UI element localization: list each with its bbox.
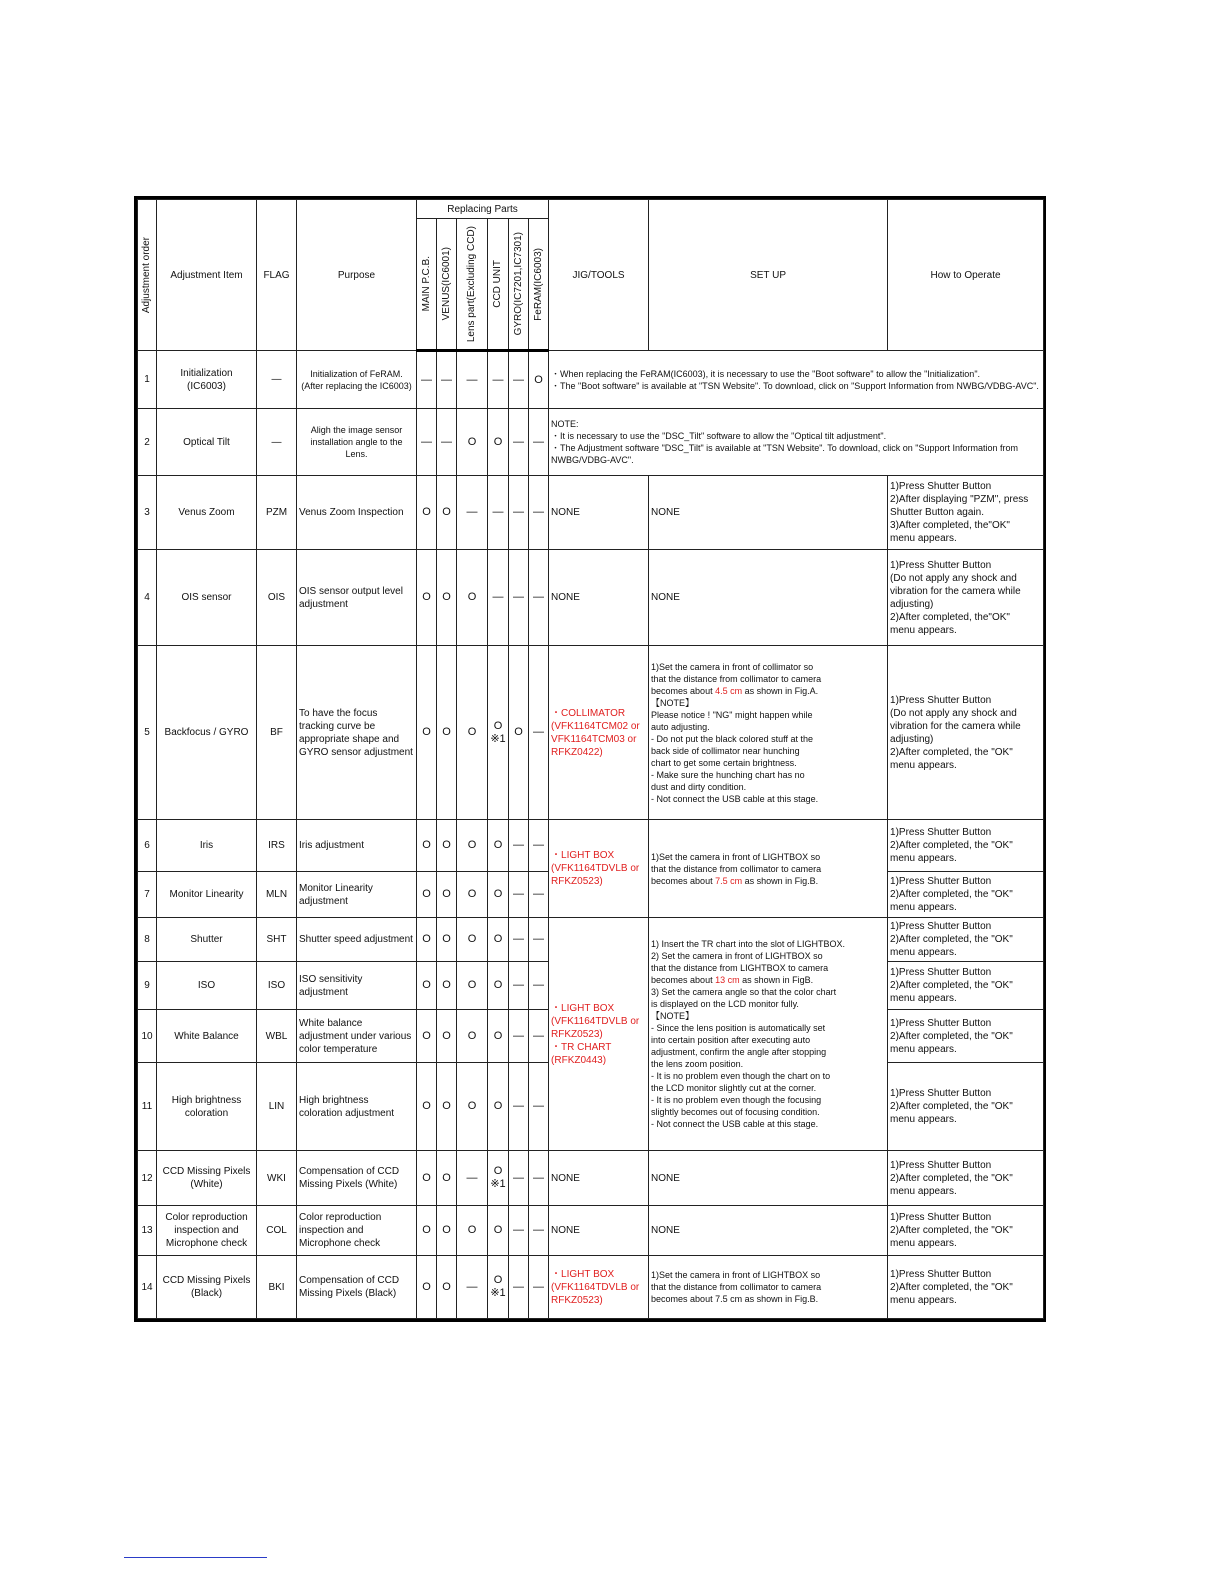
row-setup: NONE	[649, 476, 888, 550]
row-item: White Balance	[157, 1010, 257, 1063]
mark-feram: —	[529, 1206, 549, 1256]
mark-feram: —	[529, 1256, 549, 1319]
mark-feram: —	[529, 962, 549, 1010]
row-flag: WBL	[257, 1010, 297, 1063]
row-item: Shutter	[157, 918, 257, 962]
row-number: 13	[138, 1206, 157, 1256]
setup-distance: 13 cm	[715, 975, 740, 985]
row-item: Backfocus / GYRO	[157, 646, 257, 820]
mark-main-pcb: O	[417, 820, 437, 872]
mark-feram: —	[529, 1063, 549, 1151]
row-flag: LIN	[257, 1063, 297, 1151]
mark-venus: O	[437, 646, 457, 820]
table-row	[138, 1256, 1044, 1319]
mark-main-pcb: —	[417, 351, 437, 409]
mark-gyro: —	[509, 1010, 529, 1063]
mark-feram: —	[529, 476, 549, 550]
mark-lens: O	[457, 962, 488, 1010]
setup-text: 1) Insert the TR chart into the slot of LIGHTBOX. 2) Set the camera in front of LIGHTBOX so that the distance from LIGHTBOX to camera becomes about	[651, 939, 845, 985]
mark-gyro: —	[509, 1256, 529, 1319]
row-jig: ・LIGHT BOX (VFK1164TDVLB or RFKZ0523)	[549, 1256, 649, 1319]
mark-venus: O	[437, 1256, 457, 1319]
row-operate: 1)Press Shutter Button 2)After completed, the "OK" menu appears.	[888, 1151, 1044, 1206]
mark-main-pcb: O	[417, 646, 437, 820]
mark-gyro: —	[509, 476, 529, 550]
row-number: 7	[138, 872, 157, 918]
mark-venus: O	[437, 1151, 457, 1206]
mark-feram: —	[529, 409, 549, 476]
row-purpose: Color reproduction inspection and Microphone check	[297, 1206, 417, 1256]
row-operate: 1)Press Shutter Button 2)After completed, the "OK" menu appears.	[888, 962, 1044, 1010]
row-jig: NONE	[549, 1206, 649, 1256]
mark-lens: —	[457, 1256, 488, 1319]
row-purpose: Iris adjustment	[297, 820, 417, 872]
row-number: 9	[138, 962, 157, 1010]
row-item: Iris	[157, 820, 257, 872]
mark-lens: O	[457, 550, 488, 646]
mark-main-pcb: O	[417, 962, 437, 1010]
row-number: 6	[138, 820, 157, 872]
table-row	[138, 918, 1044, 962]
row-number: 5	[138, 646, 157, 820]
mark-feram: —	[529, 646, 549, 820]
row-operate: 1)Press Shutter Button 2)After completed, the "OK" menu appears.	[888, 918, 1044, 962]
mark-lens: O	[457, 1206, 488, 1256]
row-purpose: Aligh the image sensor installation angle to the Lens.	[297, 409, 417, 476]
row-number: 4	[138, 550, 157, 646]
mark-ccd: O ※1	[488, 1151, 509, 1206]
row-flag: ISO	[257, 962, 297, 1010]
setup-distance: 7.5 cm	[715, 875, 743, 886]
mark-gyro: —	[509, 1063, 529, 1151]
header-replacing-parts: Replacing Parts	[417, 200, 549, 219]
mark-ccd: O	[488, 962, 509, 1010]
mark-venus: O	[437, 872, 457, 918]
mark-feram: —	[529, 1010, 549, 1063]
mark-venus: O	[437, 962, 457, 1010]
row-note: NOTE: ・It is necessary to use the "DSC_Tilt" software to allow the "Optical tilt adjustment". ・The Adjustment software "DSC_Tilt" is available at "TSN Website". To download, click on "Support Information from NWBG/VDBG-AVC".	[549, 409, 1044, 476]
row-operate: 1)Press Shutter Button 2)After completed, the "OK" menu appears.	[888, 820, 1044, 872]
mark-lens: O	[457, 1063, 488, 1151]
row-purpose: White balance adjustment under various color temperature	[297, 1010, 417, 1063]
mark-lens: O	[457, 872, 488, 918]
header-flag: FLAG	[257, 200, 297, 351]
header-part-ccd-unit: CCD UNIT	[488, 219, 509, 351]
row-setup: NONE	[649, 550, 888, 646]
mark-lens: O	[457, 409, 488, 476]
mark-main-pcb: O	[417, 1063, 437, 1151]
mark-gyro: O	[509, 646, 529, 820]
mark-venus: —	[437, 351, 457, 409]
mark-gyro: —	[509, 550, 529, 646]
mark-feram: —	[529, 1151, 549, 1206]
mark-main-pcb: —	[417, 409, 437, 476]
mark-main-pcb: O	[417, 872, 437, 918]
mark-lens: O	[457, 820, 488, 872]
row-purpose: Compensation of CCD Missing Pixels (Black)	[297, 1256, 417, 1319]
row-purpose: Shutter speed adjustment	[297, 918, 417, 962]
row-purpose: Monitor Linearity adjustment	[297, 872, 417, 918]
row-purpose: Venus Zoom Inspection	[297, 476, 417, 550]
row-flag: BF	[257, 646, 297, 820]
group-lightbox-jig: ・LIGHT BOX (VFK1164TDVLB or RFKZ0523)	[549, 820, 649, 918]
mark-lens: O	[457, 918, 488, 962]
mark-feram: —	[529, 550, 549, 646]
mark-ccd: O ※1	[488, 646, 509, 820]
mark-gyro: —	[509, 351, 529, 409]
mark-venus: O	[437, 476, 457, 550]
table-row	[138, 409, 1044, 476]
row-flag: WKI	[257, 1151, 297, 1206]
row-operate: 1)Press Shutter Button 2)After displaying "PZM", press Shutter Button again. 3)After completed, the"OK" menu appears.	[888, 476, 1044, 550]
mark-main-pcb: O	[417, 1010, 437, 1063]
row-jig: NONE	[549, 550, 649, 646]
header-adjustment-order: Adjustment order	[138, 200, 157, 351]
row-item: Venus Zoom	[157, 476, 257, 550]
row-item: OIS sensor	[157, 550, 257, 646]
row-purpose: To have the focus tracking curve be appropriate shape and GYRO sensor adjustment	[297, 646, 417, 820]
header-jig-tools: JIG/TOOLS	[549, 200, 649, 351]
row-item: High brightness coloration	[157, 1063, 257, 1151]
row-number: 2	[138, 409, 157, 476]
setup-distance: 4.5 cm	[715, 685, 743, 696]
mark-venus: O	[437, 820, 457, 872]
row-jig: ・COLLIMATOR (VFK1164TCM02 or VFK1164TCM03 or RFKZ0422)	[549, 646, 649, 820]
mark-ccd: —	[488, 550, 509, 646]
mark-feram: —	[529, 820, 549, 872]
setup-text: 1)Set the camera in front of LIGHTBOX so that the distance from collimator to camera becomes about	[651, 851, 822, 886]
mark-gyro: —	[509, 820, 529, 872]
mark-venus: O	[437, 550, 457, 646]
mark-gyro: —	[509, 1151, 529, 1206]
mark-main-pcb: O	[417, 1206, 437, 1256]
row-number: 11	[138, 1063, 157, 1151]
row-flag: —	[257, 409, 297, 476]
group-lightbox-setup	[649, 820, 888, 918]
mark-ccd: O	[488, 1206, 509, 1256]
mark-lens: —	[457, 476, 488, 550]
row-flag: COL	[257, 1206, 297, 1256]
header-part-gyro: GYRO(IC7201,IC7301)	[509, 219, 529, 351]
mark-main-pcb: O	[417, 1256, 437, 1319]
row-item: CCD Missing Pixels (White)	[157, 1151, 257, 1206]
mark-ccd: O	[488, 872, 509, 918]
row-flag: OIS	[257, 550, 297, 646]
mark-main-pcb: O	[417, 918, 437, 962]
mark-venus: O	[437, 918, 457, 962]
mark-venus: —	[437, 409, 457, 476]
row-jig: NONE	[549, 476, 649, 550]
row-number: 12	[138, 1151, 157, 1206]
mark-gyro: —	[509, 409, 529, 476]
table-row	[138, 1151, 1044, 1206]
row-item: Optical Tilt	[157, 409, 257, 476]
row-operate: 1)Press Shutter Button 2)After completed, the "OK" menu appears.	[888, 1206, 1044, 1256]
row-operate: 1)Press Shutter Button 2)After completed, the "OK" menu appears.	[888, 1256, 1044, 1319]
mark-ccd: O	[488, 1063, 509, 1151]
row-setup: NONE	[649, 1206, 888, 1256]
table-row	[138, 550, 1044, 646]
header-adjustment-item: Adjustment Item	[157, 200, 257, 351]
mark-main-pcb: O	[417, 550, 437, 646]
row-item: CCD Missing Pixels (Black)	[157, 1256, 257, 1319]
mark-ccd: —	[488, 476, 509, 550]
mark-lens: O	[457, 646, 488, 820]
row-flag: BKI	[257, 1256, 297, 1319]
row-flag: SHT	[257, 918, 297, 962]
row-item: Color reproduction inspection and Microphone check	[157, 1206, 257, 1256]
mark-gyro: —	[509, 872, 529, 918]
mark-feram: —	[529, 918, 549, 962]
header-how-to-operate: How to Operate	[888, 200, 1044, 351]
row-flag: IRS	[257, 820, 297, 872]
row-jig: NONE	[549, 1151, 649, 1206]
group-trchart-setup	[649, 918, 888, 1151]
row-operate: 1)Press Shutter Button 2)After completed, the "OK" menu appears.	[888, 872, 1044, 918]
row-item: Initialization (IC6003)	[157, 351, 257, 409]
row-flag: —	[257, 351, 297, 409]
mark-main-pcb: O	[417, 1151, 437, 1206]
mark-ccd: O	[488, 409, 509, 476]
mark-venus: O	[437, 1010, 457, 1063]
row-setup: NONE	[649, 1151, 888, 1206]
row-purpose: High brightness coloration adjustment	[297, 1063, 417, 1151]
row-flag: MLN	[257, 872, 297, 918]
setup-text: as shown in Fig.A. 【NOTE】 Please notice ! "NG" might happen while auto adjusting. - Do not put the black colored stuff at the back side of collimator near hunching chart to get some certain brightness. - Make sure the hunching chart has no dust and dirty condition. - Not connect the USB cable at this stage.	[651, 685, 819, 804]
adjustment-table	[134, 196, 1046, 1322]
mark-lens: —	[457, 1151, 488, 1206]
mark-ccd: O	[488, 918, 509, 962]
row-number: 10	[138, 1010, 157, 1063]
header-purpose: Purpose	[297, 200, 417, 351]
row-number: 14	[138, 1256, 157, 1319]
row-operate: 1)Press Shutter Button 2)After completed, the "OK" menu appears.	[888, 1063, 1044, 1151]
header-part-main-pcb: MAIN P.C.B.	[417, 219, 437, 351]
row-setup: 1)Set the camera in front of LIGHTBOX so that the distance from collimator to camera becomes about 7.5 cm as shown in Fig.B.	[649, 1256, 888, 1319]
row-flag: PZM	[257, 476, 297, 550]
mark-gyro: —	[509, 918, 529, 962]
group-trchart-jig: ・LIGHT BOX (VFK1164TDVLB or RFKZ0523) ・TR CHART (RFKZ0443)	[549, 918, 649, 1151]
header-setup: SET UP	[649, 200, 888, 351]
setup-text: as shown in Fig.B.	[742, 875, 819, 886]
table-row	[138, 646, 1044, 820]
row-note: ・When replacing the FeRAM(IC6003), it is necessary to use the "Boot software" to allow the "Initialization". ・The "Boot software" is available at "TSN Website". To download, click on "Support Information from NWBG/VDBG-AVC".	[549, 351, 1044, 409]
mark-ccd: O	[488, 820, 509, 872]
mark-ccd: O ※1	[488, 1256, 509, 1319]
mark-lens: —	[457, 351, 488, 409]
table-row	[138, 351, 1044, 409]
mark-lens: O	[457, 1010, 488, 1063]
header-part-feram: FeRAM(IC6003)	[529, 219, 549, 351]
mark-gyro: —	[509, 962, 529, 1010]
mark-gyro: —	[509, 1206, 529, 1256]
mark-venus: O	[437, 1063, 457, 1151]
row-operate: 1)Press Shutter Button 2)After completed, the "OK" menu appears.	[888, 1010, 1044, 1063]
mark-ccd: O	[488, 1010, 509, 1063]
setup-text: 1)Set the camera in front of collimator so that the distance from collimator to camera becomes about	[651, 661, 822, 696]
mark-main-pcb: O	[417, 476, 437, 550]
row-setup	[649, 646, 888, 820]
setup-text: as shown in FigB. 3) Set the camera angle so that the color chart is displayed on the LCD monitor fully. 【NOTE】 - Since the lens position is automatically set into certain position after executing auto adjustment, confirm the angle after stopping the lens zoom position. - It is no problem even though the chart on to the LCD monitor slightly cut at the corner. - It is no problem even though the focusing slightly becomes out of focusing condition. - Not connect the USB cable at this stage.	[651, 975, 837, 1129]
row-item: ISO	[157, 962, 257, 1010]
mark-venus: O	[437, 1206, 457, 1256]
row-number: 3	[138, 476, 157, 550]
row-purpose: Initialization of FeRAM. (After replacing the IC6003)	[297, 351, 417, 409]
row-purpose: ISO sensitivity adjustment	[297, 962, 417, 1010]
row-purpose: Compensation of CCD Missing Pixels (White)	[297, 1151, 417, 1206]
footer-divider	[124, 1557, 267, 1559]
table-row	[138, 1206, 1044, 1256]
row-purpose: OIS sensor output level adjustment	[297, 550, 417, 646]
row-operate: 1)Press Shutter Button (Do not apply any shock and vibration for the camera while adjusting) 2)After completed, the "OK" menu appears.	[888, 646, 1044, 820]
mark-ccd: —	[488, 351, 509, 409]
mark-feram: O	[529, 351, 549, 409]
row-number: 1	[138, 351, 157, 409]
row-operate: 1)Press Shutter Button (Do not apply any shock and vibration for the camera while adjusting) 2)After completed, the"OK" menu appears.	[888, 550, 1044, 646]
row-number: 8	[138, 918, 157, 962]
header-part-venus: VENUS(IC6001)	[437, 219, 457, 351]
table-row	[138, 476, 1044, 550]
row-item: Monitor Linearity	[157, 872, 257, 918]
header-part-lens: Lens part(Excluding CCD)	[457, 219, 488, 351]
table-row	[138, 820, 1044, 872]
mark-feram: —	[529, 872, 549, 918]
